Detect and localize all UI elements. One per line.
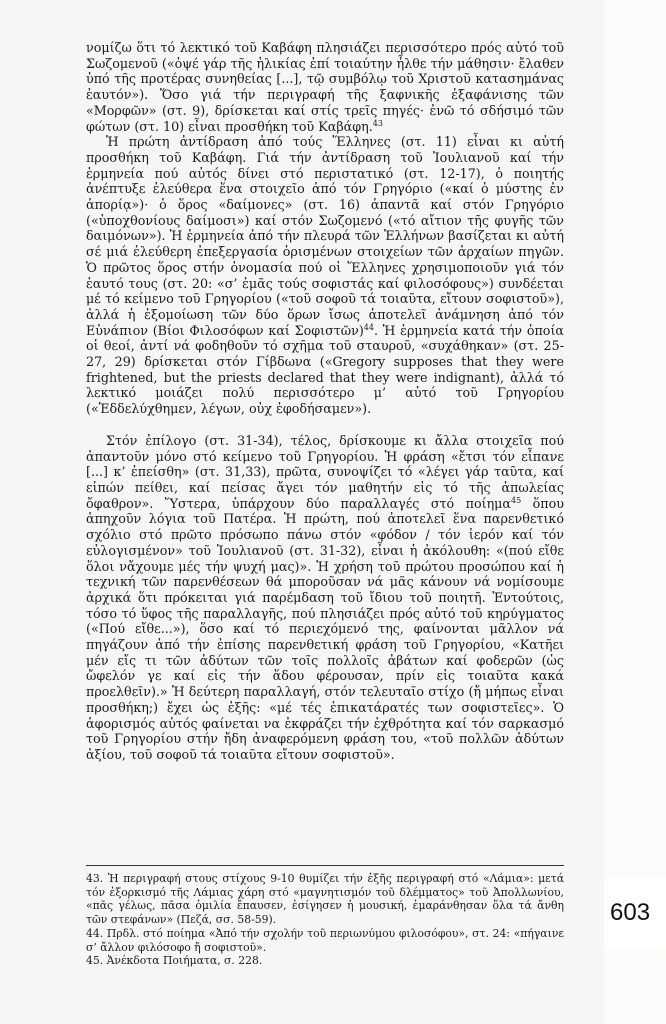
footnote-44: 44. Πρδλ. στό ποίημα «Ἀπό τήν σχολήν τοῦ περιωνύμου φιλοσόφου», στ. 24: «πήγαινε σ’ ἄλλον φιλόσοφο ἤ σοφιστοῦ». [86,926,564,954]
paragraph-3-text: Στόν ἐπίλογο (στ. 31-34), τέλος, δρίσκουμε κι ἄλλα στοιχεῖα πού ἀπαντοῦν μόνο στό κείμενο τοῦ Γρηγορίου. Ἡ φράση «ἔτσι τόν εἶπανε [...] κ’ ἐπείσθη» (στ. 31,33), πρῶτα, συνοψίζει τό «λέγει γάρ ταῦτα, καί εἰπών πείθει, καί πείσας ἄγει τόν μαθητήν εἰς τό τῆς ἀπωλείας ὄφαθρον». Ὕστερα, ὑπάρχουν δύο παραλλαγές στό ποίημα [86,432,564,511]
footnote-ref-45: 45 [511,495,522,505]
footnote-43: 43. Ἡ περιγραφή στους στίχους 9-10 θυμίζει τήν ἑξῆς περιγραφή στό «Λάμια»: μετά τόν ἐξορκισμό τῆς Λάμιας χάρη στό «μαγνητισμόν τοῦ δλέμματος» τοῦ Ἀπολλωνίου, «πᾶς γέλως, πᾶσα ὁμιλία ἔπαυσεν, ἐσίγησεν ἡ μουσική, ἐμαράνθησαν ὅλα τά ἄνθη τῶν στεφάνων» (Πεζά, σσ. 58-59). [86,872,564,927]
footnotes [86,872,564,968]
footnote-45: 45. Ἀνέκδοτα Ποιήματα, σ. 228. [86,954,263,968]
paragraph-2 [86,134,564,417]
page-number: 603 [604,878,666,948]
paragraph-1 [86,40,564,134]
paragraph-2-text: Ἡ πρώτη ἀντίδραση ἀπό τούς Ἕλληνες (στ. 11) εἶναι κι αὐτή προσθήκη τοῦ Καβάφη. Γιά τήν ἀντίδραση τοῦ Ἰουλιανοῦ καί τήν ἑρμηνεία πού αὐτός δίνει στό περιστατικό (στ. 12-17), ὁ ποιητής ἀνέπτυξε ἐλεύθερα ἕνα στοιχεῖο ἀπό τόν Γρηγόριο («καί ὁ μύστης ἐν ἀπορίᾳ»)· ὁ ὅρος «δαίμονες» (στ. 16) ἀπαντᾶ καί στόν Γρηγόριο («ὑποχθονίους δαίμοσι») καί στόν Σωζομενό («τό αἴτιον τῆς φυγῆς τῶν δαιμόνων»). Ἡ ἑρμηνεία ἀπό τήν πλευρά τῶν Ἑλλήνων βασίζεται κι αὐτή σέ μιά ἐλεύθερη ἐπεξεργασία ὁρισμένων στοιχείων τῶν ἀρχαίων πηγῶν. Ὁ πρῶτος ὅρος στήν ὀνομασία πού οἱ Ἕλληνες χρησιμοποιοῦν γιά τόν ἑαυτό τους (στ. 20: «σ’ ἐμᾶς τούς σοφιστάς καί φιλοσόφους») συνδέεται μέ τό κείμενο τοῦ Γρηγορίου («τοῦ σοφοῦ τά τοιαῦτα, εἴτουν σοφιστοῦ»), ἀλλά ἡ ἐξομοίωση τῶν δύο ὅρων ἴσως ἀποτελεῖ ἀνάμνηση ἀπό τόν Εὐνάπιον (Βίοι Φιλοσόφων καί Σοφιστῶν) [86,134,564,338]
paragraph-2-tail: . Ἡ ἑρμηνεία κατά τήν ὁποία οἱ θεοί, ἀντί νά φοδηθοῦν τό σχῆμα τοῦ σταυροῦ, «συχάθηκαν» (στ. 25-27, 29) δρίσκεται στόν Γίβδωνα («Gregory supposes that they were frightened, but the priests declared that they were indignant), ἀλλά τό λεκτικό μοιάζει πολύ περισσότερο μ’ αὐτό τοῦ Γρηγορίου («Ἐδδελύχθημεν, λέγων, οὐχ ἐφοδήσαμεν»). [86,322,564,417]
paragraph-3-tail: ὅπου ἀπηχοῦν λόγια τοῦ Πατέρα. Ἡ πρώτη, πού ἀποτελεῖ ἕνα παρενθετικό σχόλιο στό πρῶτο πρόσωπο πάνω στόν «φόδον / τόν ἱερόν καί τόν εὐλογισμένον» τοῦ Ἰουλιανοῦ (στ. 31-32), εἶναι ἡ ἀκόλουθη: «(πού εἴθε ὅλοι νἄχουμε μές τήν ψυχή μας)». Ἡ χρήση τοῦ πρώτου προσώπου καί ἡ τεχνική τῶν παρενθέσεων θά μποροῦσαν νά μᾶς κάνουν νά νομίσουμε ἀρχικά ὅτι πρόκειται γιά παρέμδαση τοῦ ἴδιου τοῦ ποιητῆ. Ἐντούτοις, τόσο τό ὕφος τῆς παραλλαγῆς, πού πλησιάζει πρός αὐτό τοῦ κηρύγματος («Πού εἴθε...»), ὅσο καί τό περιεχόμενό της, φαίνονται μᾶλλον νά πηγάζουν ἀπό τήν ἐπίσης παρενθετική φράση τοῦ Γρηγορίου, «Κατῆει μέν εἴς τι τῶν ἀδύτων τῶν τοῖς πολλοῖς ἀβάτων καί φοδερῶν (ὡς ὤφελόν γε καί εἰς τήν ἅδου φέρουσαν, πρίν εἰς τοιαῦτα κακά προελθεῖν).» Ἡ δεύτερη παραλλαγή, στόν τελευταῖο στίχο (ἤ μήπως εἶναι προσθήκη;) ἔχει ὡς ἐξῆς: «μέ τές ἐπικατάρατές των σοφιστεῖες». Ὁ ἀφορισμός αὐτός φαίνεται να ἐκφράζει τήν ἐχθρότητα καί τόν σαρκασμό τοῦ Γρηγορίου στήν ἤδη ἀναφερόμενη φράση του, «τοῦ πολλῶν ἀδύτων ἀξίου, τοῦ σοφοῦ τά τοιαῦτα εἴτουν σοφιστοῦ». [86,495,564,762]
page-edge-strip [604,0,666,1024]
footnote-ref-44: 44 [363,322,374,332]
main-text [86,40,564,763]
paragraph-1-text: νομίζω ὅτι τό λεκτικό τοῦ Καβάφη πλησιάζει περισσότερο πρός αὐτό τοῦ Σωζομενοῦ («ὀψέ γάρ τῆς ἡλικίας ἐπί τοιαύτην ἦλθε τήν μάθησιν· ἔλαθεν ὑπό τῆς προτέρας συνηθείας [...], τῷ συμβόλῳ τοῦ Χριστοῦ κατασημάνας ἑαυτόν»). Ὅσο γιά τήν περιγραφή τῆς ξαφνικῆς ἐξαφάνισης τῶν «Μορφῶν» (στ. 9), δρίσκεται καί στίς τρεῖς πηγές· ἐνῶ τό σδήσιμό τῶν φώτων (στ. 10) εἶναι προσθήκη τοῦ Καβάφη. [86,40,564,134]
paragraph-3 [86,433,564,763]
footnote-divider [86,865,564,866]
footnote-ref-43: 43 [372,118,383,128]
